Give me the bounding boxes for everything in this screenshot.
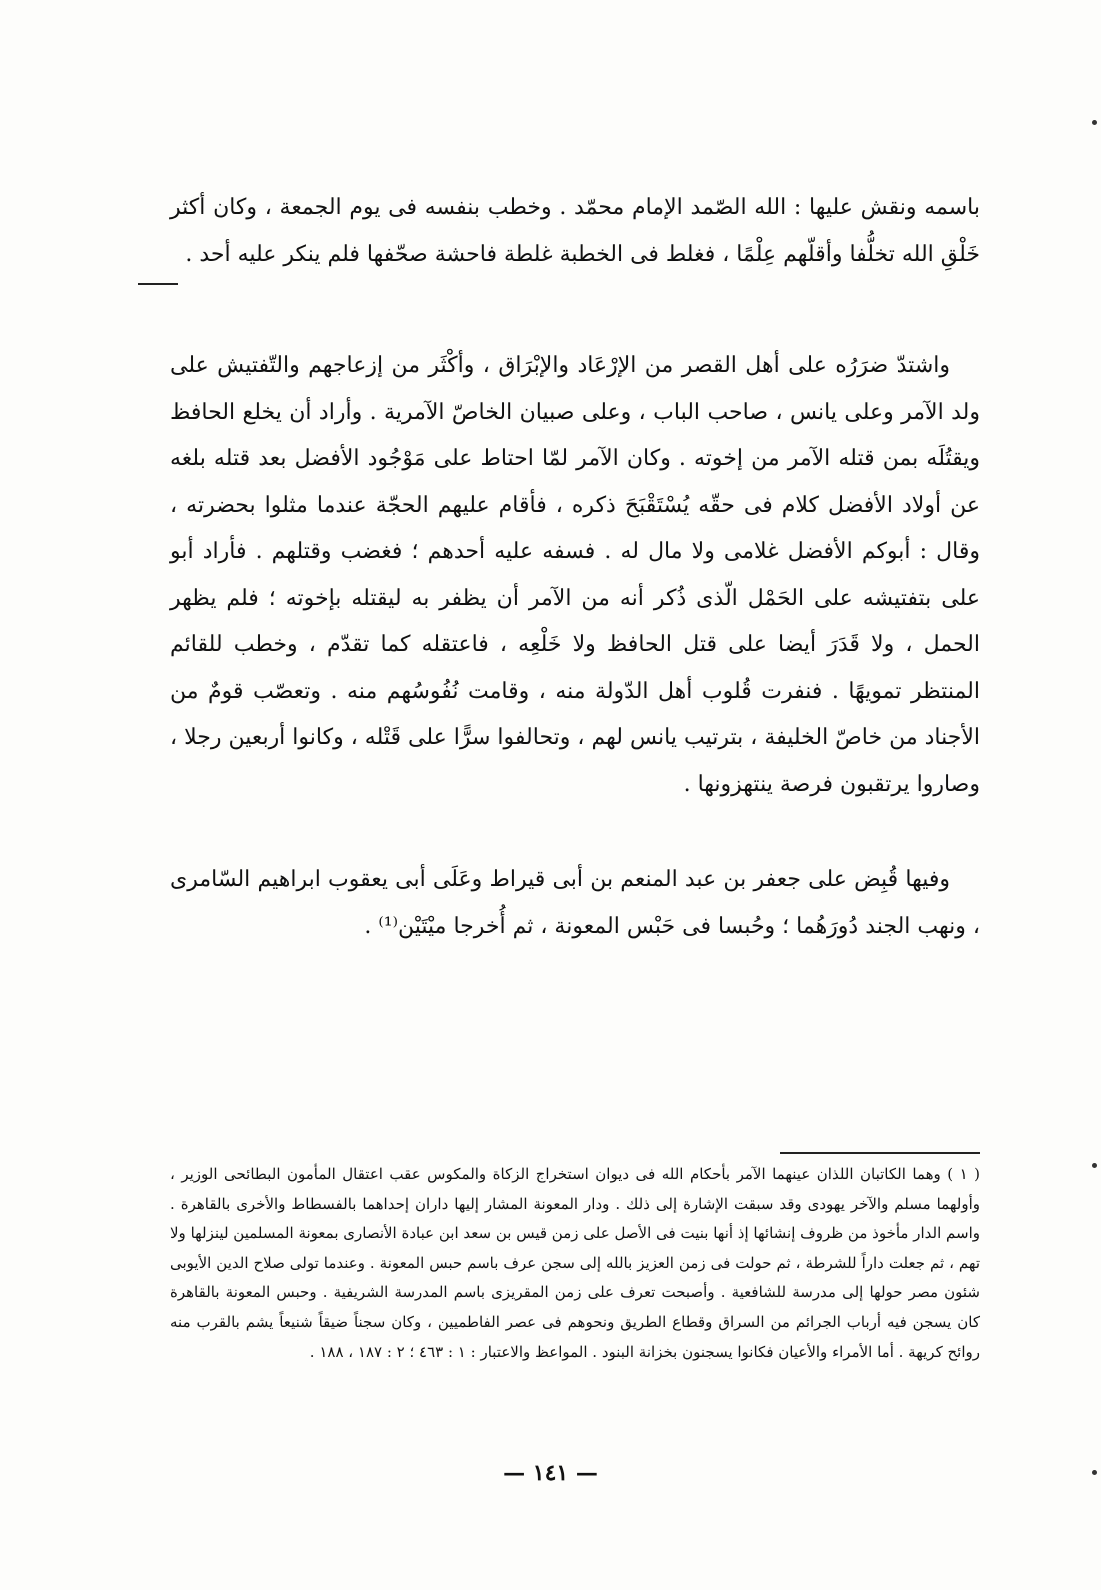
main-paragraph-1: باسمه ونقش عليها : الله الصّمد الإمام محمّد . وخطب بنفسه فى يوم الجمعة ، وكان أكثر خَلْقِ الله تخلُّفا وأقلّهم عِلْمًا ، فغلط فى الخطبة غلطة فاحشة صحّفها فلم ينكر عليه أحد .	[170, 195, 980, 267]
page-edge-dot	[1092, 120, 1097, 125]
main-paragraph-2: واشتدّ ضرَرُه على أهل القصر من الإرْعَاد والإبْرَاق ، وأكْثَر من إزعاجهم والتّفتيش على ولد الآمر وعلى يانس ، صاحب الباب ، وعلى صبيان الخاصّ الآمرية . وأراد أن يخلع الحافظ ويقتُلَه بمن قتله الآمر من إخوته . وكان الآمر لمّا احتاط على مَوْجُود الأفضل بعد قتله بلغه عن أولاد الأفضل كلام فى حقّه يُسْتَقْبَحَ ذكره ، فأقام عليهم الحجّة عندما مثلوا بحضرته ، وقال : أبوكم الأفضل غلامى ولا مال له . فسفه عليه أحدهم ؛ فغضب وقتلهم . فأراد أبو على بتفتيشه على الحَمْل الّذى ذُكر أنه من الآمر أن يظفر به ليقتله بإخوته ؛ فلم يظهر الحمل ، ولا قَدَرَ أيضا على قتل الحافظ ولا خَلْعِه ، فاعتقله كما تقدّم ، وخطب للقائم المنتظر تمويهًا . فنفرت قُلوب أهل الدّولة منه ، وقامت نُفُوسُهم منه . وتعصّب قومٌ من الأجناد من خاصّ الخليفة ، بترتيب يانس لهم ، وتحالفوا سرًّا على قَتْله ، وكانوا أربعين رجلا ، وصاروا يرتقبون فرصة ينتهزونها .	[170, 353, 980, 797]
footnotes-section	[170, 1160, 980, 1367]
footnote-separator	[780, 1152, 980, 1154]
margin-mark	[138, 283, 178, 285]
footnote-1: ( ١ ) وهما الكاتبان اللذان عينهما الآمر بأحكام الله فى ديوان استخراج الزكاة والمكوس عقب اعتقال المأمون البطائحى الوزير ، وأولهما مسلم والآخر يهودى وقد سبقت الإشارة إلى ذلك . ودار المعونة المشار إليها داران إحداهما بالفسطاط والأخرى بالقاهرة . واسم الدار مأخوذ من ظروف إنشائها إذ أنها بنيت فى الأصل على زمن قيس بن سعد ابن عبادة الأنصارى بمعونة المسلمين لينزلها ولا تهم ، ثم جعلت داراً للشرطة ، ثم حولت فى زمن العزيز بالله إلى سجن عرف باسم حبس المعونة . وعندما تولى صلاح الدين الأيوبى شئون مصر حولها إلى مدرسة للشافعية . وأصبحت تعرف على زمن المقريزى باسم المدرسة الشريفية . وحبس المعونة بالقاهرة كان يسجن فيه أرباب الجرائم من السراق وقطاع الطريق ونحوهم فى عصر الفاطميين ، وكان سجناً ضيقاً شنيعاً يشم بالقرب منه روائح كريهة . أما الأمراء والأعيان فكانوا يسجنون بخزانة البنود . المواعظ والاعتبار : ١ : ٤٦٣ ؛ ٢ : ١٨٧ ، ١٨٨ .	[170, 1165, 980, 1361]
page-number: — ١٤١ —	[503, 1460, 598, 1486]
main-paragraph-3: وفيها قُبِض على جعفر بن عبد المنعم بن أبى قيراط وعَلَى أبى يعقوب ابراهيم السّامرى ، ونهب الجند دُورَهُما ؛ وحُبسا فى حَبْس المعونة ، ثم أُخرجا ميْتَيْن⁽¹⁾ .	[170, 867, 980, 939]
page-edge-dot	[1092, 1163, 1097, 1168]
page-edge-dot	[1092, 1470, 1097, 1475]
